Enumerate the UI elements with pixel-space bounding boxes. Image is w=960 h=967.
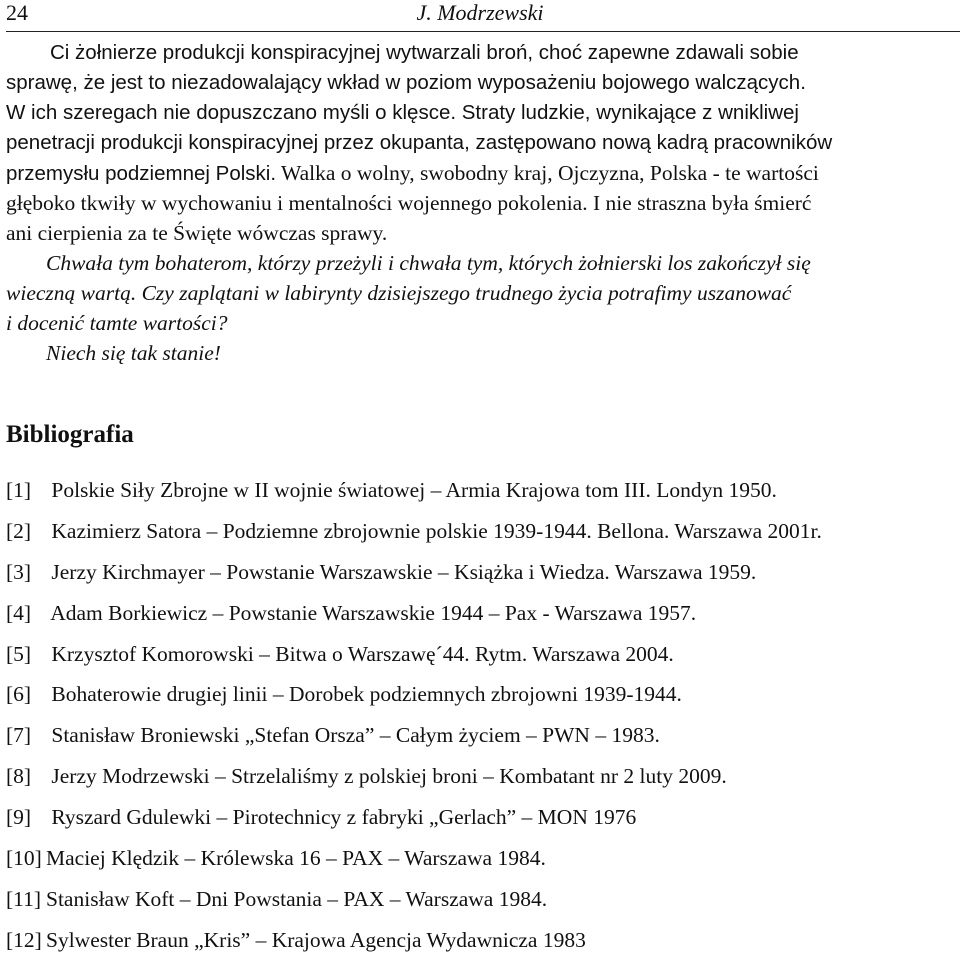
- reference-text: Kazimierz Satora – Podziemne zbrojownie polskie 1939-1944. Bellona. Warszawa 2001r.: [51, 518, 822, 543]
- bibliography-item: [6, 926, 956, 967]
- body-paragraph: [6, 38, 954, 368]
- bibliography-item: [6, 762, 956, 803]
- text-line-content: Walka o wolny, swobodny kraj, Ojczyzna, Polska - te wartości: [276, 161, 819, 185]
- reference-text: Bohaterowie drugiej linii – Dorobek podziemnych zbrojowni 1939-1944.: [51, 682, 682, 707]
- bibliography-item: [6, 885, 956, 926]
- text-line: [6, 158, 954, 188]
- reference-text: Jerzy Modrzewski – Strzelaliśmy z polskiej broni – Kombatant nr 2 luty 2009.: [51, 764, 727, 789]
- text-line: [6, 218, 954, 248]
- bibliography-item: [6, 680, 956, 721]
- running-title: J. Modrzewski: [416, 0, 544, 25]
- reference-text: Jerzy Kirchmayer – Powstanie Warszawskie – Książka i Wiedza. Warszawa 1959.: [51, 559, 757, 584]
- text-line-content: Ci żołnierze produkcji konspiracyjnej wytwarzali broń, choć zapewne zdawali sobie: [50, 41, 799, 64]
- bibliography-item: [6, 803, 956, 844]
- reference-number: [4]: [6, 600, 32, 625]
- text-line-content: przemysłu podziemnej Polski.: [6, 162, 277, 185]
- reference-text: Adam Borkiewicz – Powstanie Warszawskie 1944 – Pax - Warszawa 1957.: [50, 600, 697, 625]
- text-line-content: Straty ludzkie, wynikające z wnikliwej: [456, 101, 799, 124]
- page-number: 24: [6, 0, 28, 25]
- reference-number: [9]: [6, 805, 32, 830]
- reference-text: Ryszard Gdulewki – Pirotechnicy z fabryki „Gerlach” – MON 1976: [51, 805, 637, 830]
- text-line-content: i docenić tamte wartości?: [6, 311, 228, 335]
- text-line: [6, 38, 954, 68]
- text-line-content: wieczną wartą.: [6, 281, 137, 305]
- header-rule: [6, 31, 960, 32]
- reference-text: Maciej Klędzik – Królewska 16 – PAX – Warszawa 1984.: [46, 846, 546, 871]
- bibliography-item: [6, 476, 956, 517]
- text-line-content: Chwała tym bohaterom, którzy przeżyli i chwała tym, których żołnierski los zakończył się: [46, 251, 811, 275]
- text-line-content: ani cierpienia za te Święte wówczas sprawy.: [6, 221, 388, 245]
- text-line-content: Niech się tak stanie!: [46, 341, 221, 365]
- bibliography-item: [6, 640, 956, 681]
- reference-number: [1]: [6, 478, 32, 502]
- reference-text: Stanisław Koft – Dni Powstania – PAX – Warszawa 1984.: [46, 886, 548, 911]
- reference-number: [8]: [6, 764, 32, 789]
- text-line-content: I nie straszna była śmierć: [587, 191, 812, 215]
- reference-number: [5]: [6, 641, 32, 666]
- bibliography-item: [6, 721, 956, 762]
- text-line: [6, 98, 954, 128]
- text-line: [6, 248, 954, 278]
- reference-text: Polskie Siły Zbrojne w II wojnie światowej – Armia Krajowa tom III. Londyn 1950.: [51, 478, 777, 502]
- bibliography-heading: Bibliografia: [6, 421, 134, 448]
- text-line-content: W ich szeregach nie dopuszczano myśli o klęsce.: [6, 101, 457, 124]
- reference-number: [10]: [6, 846, 42, 871]
- text-line: [6, 338, 954, 368]
- reference-text: Krzysztof Komorowski – Bitwa o Warszawę´44. Rytm. Warszawa 2004.: [51, 641, 674, 666]
- bibliography-item: [6, 558, 956, 599]
- text-line: [6, 278, 954, 308]
- reference-text: Stanisław Broniewski „Stefan Orsza” – Całym życiem – PWN – 1983.: [51, 723, 660, 748]
- reference-text: Sylwester Braun „Kris” – Krajowa Agencja Wydawnicza 1983: [46, 927, 586, 952]
- reference-number: [12]: [6, 927, 42, 952]
- text-line: [6, 308, 954, 338]
- text-line: [6, 68, 954, 98]
- reference-number: [2]: [6, 518, 32, 543]
- reference-number: [11]: [6, 886, 42, 911]
- reference-number: [6]: [6, 682, 32, 707]
- text-line-content: Czy zaplątani w labirynty dzisiejszego trudnego życia potrafimy uszanować: [136, 281, 792, 305]
- bibliography-list: [6, 476, 956, 967]
- text-line: [6, 128, 954, 158]
- text-line: [6, 188, 954, 218]
- text-line-content: penetracji produkcji konspiracyjnej przez okupanta, zastępowano nową kadrą pracowników: [6, 131, 833, 154]
- reference-number: [3]: [6, 559, 32, 584]
- bibliography-item: [6, 844, 956, 885]
- bibliography-item: [6, 517, 956, 558]
- reference-number: [7]: [6, 723, 32, 748]
- text-line-content: sprawę, że jest to niezadowalający wkład w poziom wyposażeniu bojowego walczących.: [6, 71, 806, 94]
- text-line-content: głęboko tkwiły w wychowaniu i mentalności wojennego pokolenia.: [6, 191, 588, 215]
- bibliography-item: [6, 599, 956, 640]
